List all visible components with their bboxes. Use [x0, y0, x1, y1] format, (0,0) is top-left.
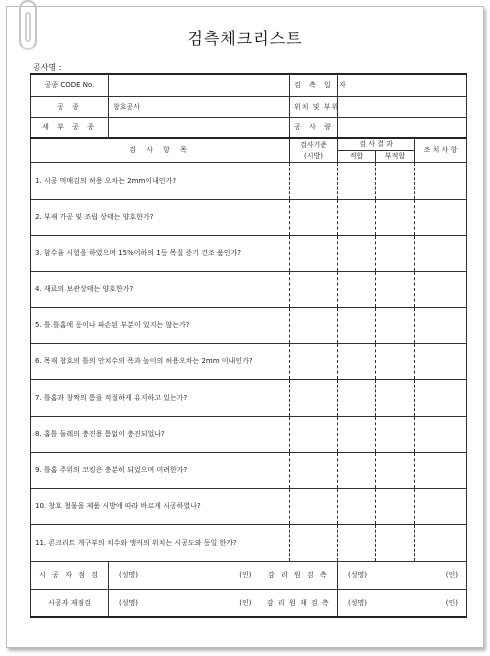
standard-cell[interactable]	[290, 235, 338, 271]
name-placeholder: (성명)	[348, 571, 367, 579]
checklist-row	[31, 199, 467, 235]
checklist-item-text: 10. 창호 철물을 제품 시방에 따라 바르게 시공하였나?	[31, 488, 290, 524]
supervisor-inspect-sign[interactable]	[338, 561, 467, 589]
detail-label: 세 부 공 종	[31, 117, 109, 138]
date-value[interactable]	[338, 74, 467, 96]
inspection-item-header: 검 사 항 목	[31, 138, 290, 162]
checklist-row	[31, 524, 467, 561]
ok-cell[interactable]	[338, 343, 376, 379]
action-header: 조 치 사 항	[415, 138, 467, 162]
standard-sub-header: (시방)	[290, 150, 338, 162]
checklist-row	[31, 379, 467, 416]
info-row-code	[31, 74, 467, 96]
checklist-item-text: 8. 홈틀 둘레의 충진용 틈없이 충진되었나?	[31, 416, 290, 452]
name-placeholder: (성명)	[348, 598, 367, 607]
ok-cell[interactable]	[338, 235, 376, 271]
ng-cell[interactable]	[376, 524, 415, 561]
standard-cell[interactable]	[290, 488, 338, 524]
action-cell[interactable]	[415, 343, 467, 379]
ng-cell[interactable]	[376, 307, 415, 343]
standard-cell[interactable]	[290, 416, 338, 452]
contractor-recheck-label: 시공자 재점검	[31, 589, 109, 617]
standard-cell[interactable]	[290, 379, 338, 416]
ok-cell[interactable]	[338, 199, 376, 235]
ok-header: 적합	[338, 150, 376, 162]
action-cell[interactable]	[415, 307, 467, 343]
ok-cell[interactable]	[338, 488, 376, 524]
standard-cell[interactable]	[290, 452, 338, 488]
standard-cell[interactable]	[290, 199, 338, 235]
ok-cell[interactable]	[338, 379, 376, 416]
ok-cell[interactable]	[338, 524, 376, 561]
ok-cell[interactable]	[338, 452, 376, 488]
checklist-item-text: 2. 부재 가공 및 조립 상태는 양호한가?	[31, 199, 290, 235]
checklist-row	[31, 416, 467, 452]
supervisor-reinspect-sign[interactable]	[338, 589, 467, 617]
action-cell[interactable]	[415, 162, 467, 199]
contractor-check-label: 시 공 자 점 검	[31, 561, 109, 589]
action-cell[interactable]	[415, 452, 467, 488]
seal-placeholder: (인)	[239, 598, 252, 607]
checklist-item-text: 5. 틀.틀홈에 옹이나 파손된 부분이 있지는 않는가?	[31, 307, 290, 343]
ok-cell[interactable]	[338, 162, 376, 199]
work-value[interactable]: 창호공사	[109, 96, 290, 117]
ng-cell[interactable]	[376, 379, 415, 416]
ng-cell[interactable]	[376, 452, 415, 488]
action-cell[interactable]	[415, 488, 467, 524]
work-label: 공 종	[31, 96, 109, 117]
signature-row	[31, 561, 467, 589]
ng-cell[interactable]	[376, 235, 415, 271]
ok-cell[interactable]	[338, 271, 376, 307]
ng-cell[interactable]	[376, 343, 415, 379]
checklist-item-text: 1. 시공 먹매김의 허용 오차는 2mm이내인가?	[31, 162, 290, 199]
standard-header: 검사기준	[290, 138, 338, 150]
checklist-row	[31, 271, 467, 307]
seal-placeholder: (인)	[239, 571, 252, 579]
matter-value[interactable]	[338, 117, 467, 138]
result-header: 검 사 결 과	[338, 138, 415, 150]
ng-cell[interactable]	[376, 162, 415, 199]
site-name-label: 공사명 :	[33, 63, 62, 72]
date-label: 검 측 일 자	[290, 74, 338, 96]
standard-cell[interactable]	[290, 307, 338, 343]
ng-cell[interactable]	[376, 488, 415, 524]
checklist-item-text: 6. 목재 창호의 틀의 안치수의 폭과 높이의 허용오차는 2mm 이내인가?	[31, 343, 290, 379]
info-row-detail	[31, 117, 467, 138]
seal-placeholder: (인)	[445, 571, 458, 579]
code-label: 공종 CODE No.	[31, 74, 109, 96]
checklist-row	[31, 235, 467, 271]
checklist-item-text: 11. 콘크리트 개구부의 치수와 앵커의 위치는 시공도와 동일 한가?	[31, 524, 290, 561]
checklist-item-text: 3. 함수율 시험을 하였으며 15%이하의 1등 목질 증기 건조 품인가?	[31, 235, 290, 271]
standard-cell[interactable]	[290, 271, 338, 307]
checklist-row	[31, 488, 467, 524]
code-value[interactable]	[109, 74, 290, 96]
ng-header: 부적합	[376, 150, 415, 162]
ng-cell[interactable]	[376, 416, 415, 452]
supervisor-reinspect-label: 감 리 원 재 검 측	[260, 589, 338, 617]
action-cell[interactable]	[415, 379, 467, 416]
matter-label: 공 사 량	[290, 117, 338, 138]
action-cell[interactable]	[415, 524, 467, 561]
name-placeholder: (성명)	[119, 598, 138, 607]
ng-cell[interactable]	[376, 271, 415, 307]
action-cell[interactable]	[415, 416, 467, 452]
supervisor-inspect-label: 감 리 원 검 측	[260, 561, 338, 589]
checklist-row	[31, 343, 467, 379]
signature-row	[31, 589, 467, 617]
header-row-top	[31, 138, 467, 150]
action-cell[interactable]	[415, 199, 467, 235]
checklist-item-text: 9. 틀홈 주위의 코킹은 충분히 되었으며 미려한가?	[31, 452, 290, 488]
ng-cell[interactable]	[376, 199, 415, 235]
action-cell[interactable]	[415, 271, 467, 307]
standard-cell[interactable]	[290, 343, 338, 379]
location-value[interactable]	[338, 96, 467, 117]
checklist-row	[31, 307, 467, 343]
checklist-table	[30, 73, 467, 618]
checklist-row	[31, 452, 467, 488]
ok-cell[interactable]	[338, 416, 376, 452]
ok-cell[interactable]	[338, 307, 376, 343]
location-label: 위치 및 부위	[290, 96, 338, 117]
document-title: 검측체크리스트	[187, 29, 303, 48]
detail-value[interactable]	[109, 117, 290, 138]
seal-placeholder: (인)	[445, 598, 458, 607]
checklist-item-text: 7. 틀홈과 창짝의 틈을 적절하게 유지하고 있는가?	[31, 379, 290, 416]
standard-cell[interactable]	[290, 162, 338, 199]
checklist-row	[31, 162, 467, 199]
standard-cell[interactable]	[290, 524, 338, 561]
contractor-check-sign[interactable]	[109, 561, 260, 589]
checklist-item-text: 4. 재료의 보관상태는 양호한가?	[31, 271, 290, 307]
name-placeholder: (성명)	[119, 571, 138, 579]
contractor-recheck-sign[interactable]	[109, 589, 260, 617]
action-cell[interactable]	[415, 235, 467, 271]
info-row-work	[31, 96, 467, 117]
